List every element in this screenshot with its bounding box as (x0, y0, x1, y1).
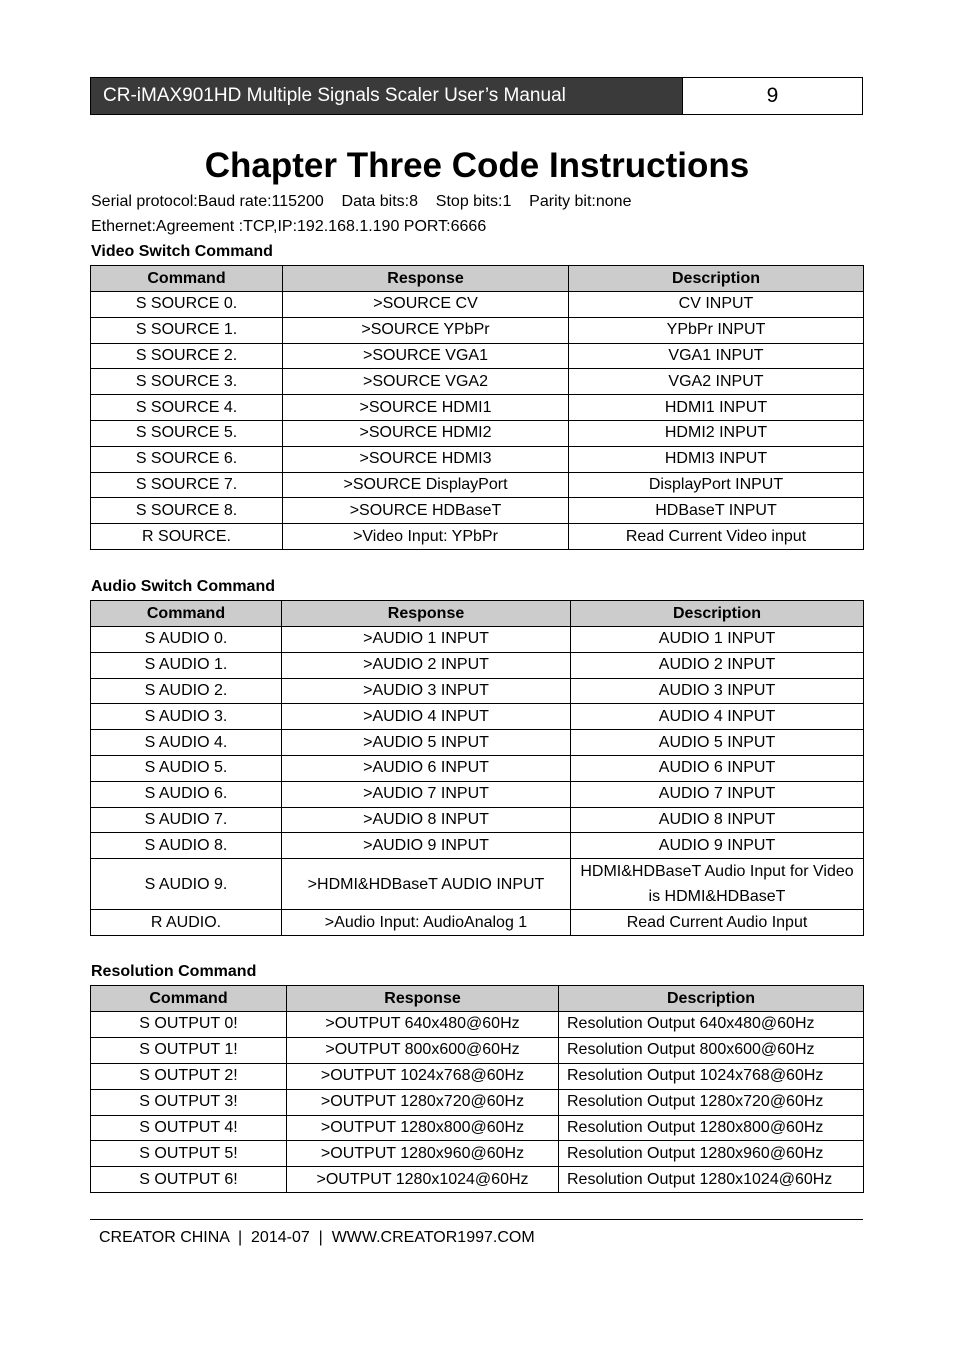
description-cell: AUDIO 3 INPUT (571, 678, 864, 704)
description-cell: HDBaseT INPUT (569, 498, 864, 524)
command-cell: S SOURCE 8. (91, 498, 283, 524)
command-cell: S AUDIO 9. (91, 859, 282, 910)
response-cell: >AUDIO 3 INPUT (282, 678, 571, 704)
response-cell: >AUDIO 1 INPUT (282, 627, 571, 653)
column-header: Description (569, 266, 864, 292)
table-header-row (91, 601, 864, 627)
table-row (91, 343, 864, 369)
table-row (91, 755, 864, 781)
command-cell: S AUDIO 2. (91, 678, 282, 704)
response-cell: >SOURCE YPbPr (283, 317, 569, 343)
command-cell: S SOURCE 0. (91, 292, 283, 318)
table-row (91, 704, 864, 730)
table-row (91, 652, 864, 678)
resolution-command-table (90, 985, 864, 1193)
description-cell: AUDIO 8 INPUT (571, 807, 864, 833)
command-cell: S SOURCE 7. (91, 472, 283, 498)
table-row (91, 420, 864, 446)
command-cell: S AUDIO 4. (91, 730, 282, 756)
description-cell: AUDIO 7 INPUT (571, 781, 864, 807)
response-cell: >OUTPUT 1280x720@60Hz (287, 1089, 559, 1115)
table-row (91, 859, 864, 910)
column-header: Command (91, 986, 287, 1012)
response-cell: >SOURCE VGA2 (283, 369, 569, 395)
response-cell: >OUTPUT 1280x960@60Hz (287, 1141, 559, 1167)
table-row (91, 446, 864, 472)
description-cell: VGA1 INPUT (569, 343, 864, 369)
response-cell: >SOURCE DisplayPort (283, 472, 569, 498)
table-row (91, 1115, 864, 1141)
command-cell: S SOURCE 5. (91, 420, 283, 446)
response-cell: >OUTPUT 1024x768@60Hz (287, 1063, 559, 1089)
command-cell: S AUDIO 6. (91, 781, 282, 807)
command-cell: S AUDIO 0. (91, 627, 282, 653)
table-row (91, 498, 864, 524)
ethernet-line: Ethernet:Agreement :TCP,IP:192.168.1.190 PORT:6666 (91, 218, 487, 235)
response-cell: >AUDIO 4 INPUT (282, 704, 571, 730)
description-cell: VGA2 INPUT (569, 369, 864, 395)
table-row (91, 317, 864, 343)
description-cell: HDMI3 INPUT (569, 446, 864, 472)
table-row (91, 292, 864, 318)
column-header: Description (559, 986, 864, 1012)
column-header: Command (91, 601, 282, 627)
command-cell: S SOURCE 1. (91, 317, 283, 343)
command-cell: S OUTPUT 2! (91, 1063, 287, 1089)
response-cell: >SOURCE HDMI2 (283, 420, 569, 446)
response-cell: >AUDIO 2 INPUT (282, 652, 571, 678)
column-header: Description (571, 601, 864, 627)
table-row (91, 395, 864, 421)
command-cell: R SOURCE. (91, 524, 283, 550)
table-row (91, 730, 864, 756)
response-cell: >SOURCE HDMI1 (283, 395, 569, 421)
table-row (91, 678, 864, 704)
description-cell: Read Current Video input (569, 524, 864, 550)
description-cell: HDMI1 INPUT (569, 395, 864, 421)
description-cell: Resolution Output 1280x960@60Hz (559, 1141, 864, 1167)
video-command-table (90, 265, 864, 550)
description-cell: DisplayPort INPUT (569, 472, 864, 498)
table-row (91, 1012, 864, 1038)
command-cell: S SOURCE 2. (91, 343, 283, 369)
response-cell: >OUTPUT 800x600@60Hz (287, 1037, 559, 1063)
description-cell: HDMI&HDBaseT Audio Input for Video is HDMI&HDBaseT (571, 859, 864, 910)
description-cell: AUDIO 9 INPUT (571, 833, 864, 859)
response-cell: >AUDIO 8 INPUT (282, 807, 571, 833)
response-cell: >SOURCE HDBaseT (283, 498, 569, 524)
table-row (91, 781, 864, 807)
description-cell: AUDIO 1 INPUT (571, 627, 864, 653)
command-cell: S OUTPUT 0! (91, 1012, 287, 1038)
description-cell: Resolution Output 1280x1024@60Hz (559, 1167, 864, 1193)
serial-protocol-line: Serial protocol:Baud rate:115200 Data bits:8 Stop bits:1 Parity bit:none (91, 193, 632, 210)
table-row (91, 1089, 864, 1115)
table-row (91, 910, 864, 936)
column-header: Command (91, 266, 283, 292)
command-cell: S AUDIO 3. (91, 704, 282, 730)
description-cell: AUDIO 6 INPUT (571, 755, 864, 781)
description-cell: AUDIO 5 INPUT (571, 730, 864, 756)
table-row (91, 1141, 864, 1167)
command-cell: S AUDIO 7. (91, 807, 282, 833)
description-cell: Resolution Output 1024x768@60Hz (559, 1063, 864, 1089)
command-cell: S SOURCE 4. (91, 395, 283, 421)
table-header-row (91, 266, 864, 292)
response-cell: >HDMI&HDBaseT AUDIO INPUT (282, 859, 571, 910)
description-cell: AUDIO 4 INPUT (571, 704, 864, 730)
response-cell: >OUTPUT 640x480@60Hz (287, 1012, 559, 1038)
table-row (91, 833, 864, 859)
table-row (91, 807, 864, 833)
table-row (91, 524, 864, 550)
description-cell: CV INPUT (569, 292, 864, 318)
response-cell: >OUTPUT 1280x1024@60Hz (287, 1167, 559, 1193)
command-cell: S AUDIO 8. (91, 833, 282, 859)
description-cell: Read Current Audio Input (571, 910, 864, 936)
response-cell: >SOURCE VGA1 (283, 343, 569, 369)
footer-text: CREATOR CHINA | 2014-07 | WWW.CREATOR1997.COM (99, 1229, 535, 1246)
audio-section-title: Audio Switch Command (91, 578, 275, 595)
table-row (91, 627, 864, 653)
command-cell: S SOURCE 3. (91, 369, 283, 395)
description-cell: Resolution Output 640x480@60Hz (559, 1012, 864, 1038)
page-number: 9 (682, 78, 862, 114)
command-cell: S OUTPUT 6! (91, 1167, 287, 1193)
response-cell: >AUDIO 9 INPUT (282, 833, 571, 859)
description-cell: Resolution Output 1280x720@60Hz (559, 1089, 864, 1115)
command-cell: S AUDIO 1. (91, 652, 282, 678)
column-header: Response (282, 601, 571, 627)
column-header: Response (283, 266, 569, 292)
command-cell: S OUTPUT 1! (91, 1037, 287, 1063)
chapter-title: Chapter Three Code Instructions (204, 146, 750, 185)
table-row (91, 1037, 864, 1063)
response-cell: >Audio Input: AudioAnalog 1 (282, 910, 571, 936)
table-row (91, 472, 864, 498)
command-cell: R AUDIO. (91, 910, 282, 936)
command-cell: S SOURCE 6. (91, 446, 283, 472)
table-header-row (91, 986, 864, 1012)
command-cell: S OUTPUT 5! (91, 1141, 287, 1167)
description-cell: Resolution Output 1280x800@60Hz (559, 1115, 864, 1141)
response-cell: >Video Input: YPbPr (283, 524, 569, 550)
resolution-section-title: Resolution Command (91, 963, 257, 980)
response-cell: >SOURCE HDMI3 (283, 446, 569, 472)
footer-divider (90, 1219, 863, 1220)
audio-command-table (90, 600, 864, 936)
command-cell: S AUDIO 5. (91, 755, 282, 781)
response-cell: >SOURCE CV (283, 292, 569, 318)
response-cell: >OUTPUT 1280x800@60Hz (287, 1115, 559, 1141)
page-header (90, 77, 863, 115)
command-cell: S OUTPUT 4! (91, 1115, 287, 1141)
table-row (91, 1063, 864, 1089)
response-cell: >AUDIO 5 INPUT (282, 730, 571, 756)
command-cell: S OUTPUT 3! (91, 1089, 287, 1115)
video-section-title: Video Switch Command (91, 243, 273, 260)
description-cell: Resolution Output 800x600@60Hz (559, 1037, 864, 1063)
column-header: Response (287, 986, 559, 1012)
description-cell: HDMI2 INPUT (569, 420, 864, 446)
manual-title: CR-iMAX901HD Multiple Signals Scaler User’s Manual (91, 78, 682, 114)
description-cell: AUDIO 2 INPUT (571, 652, 864, 678)
description-cell: YPbPr INPUT (569, 317, 864, 343)
response-cell: >AUDIO 7 INPUT (282, 781, 571, 807)
table-row (91, 1167, 864, 1193)
response-cell: >AUDIO 6 INPUT (282, 755, 571, 781)
table-row (91, 369, 864, 395)
